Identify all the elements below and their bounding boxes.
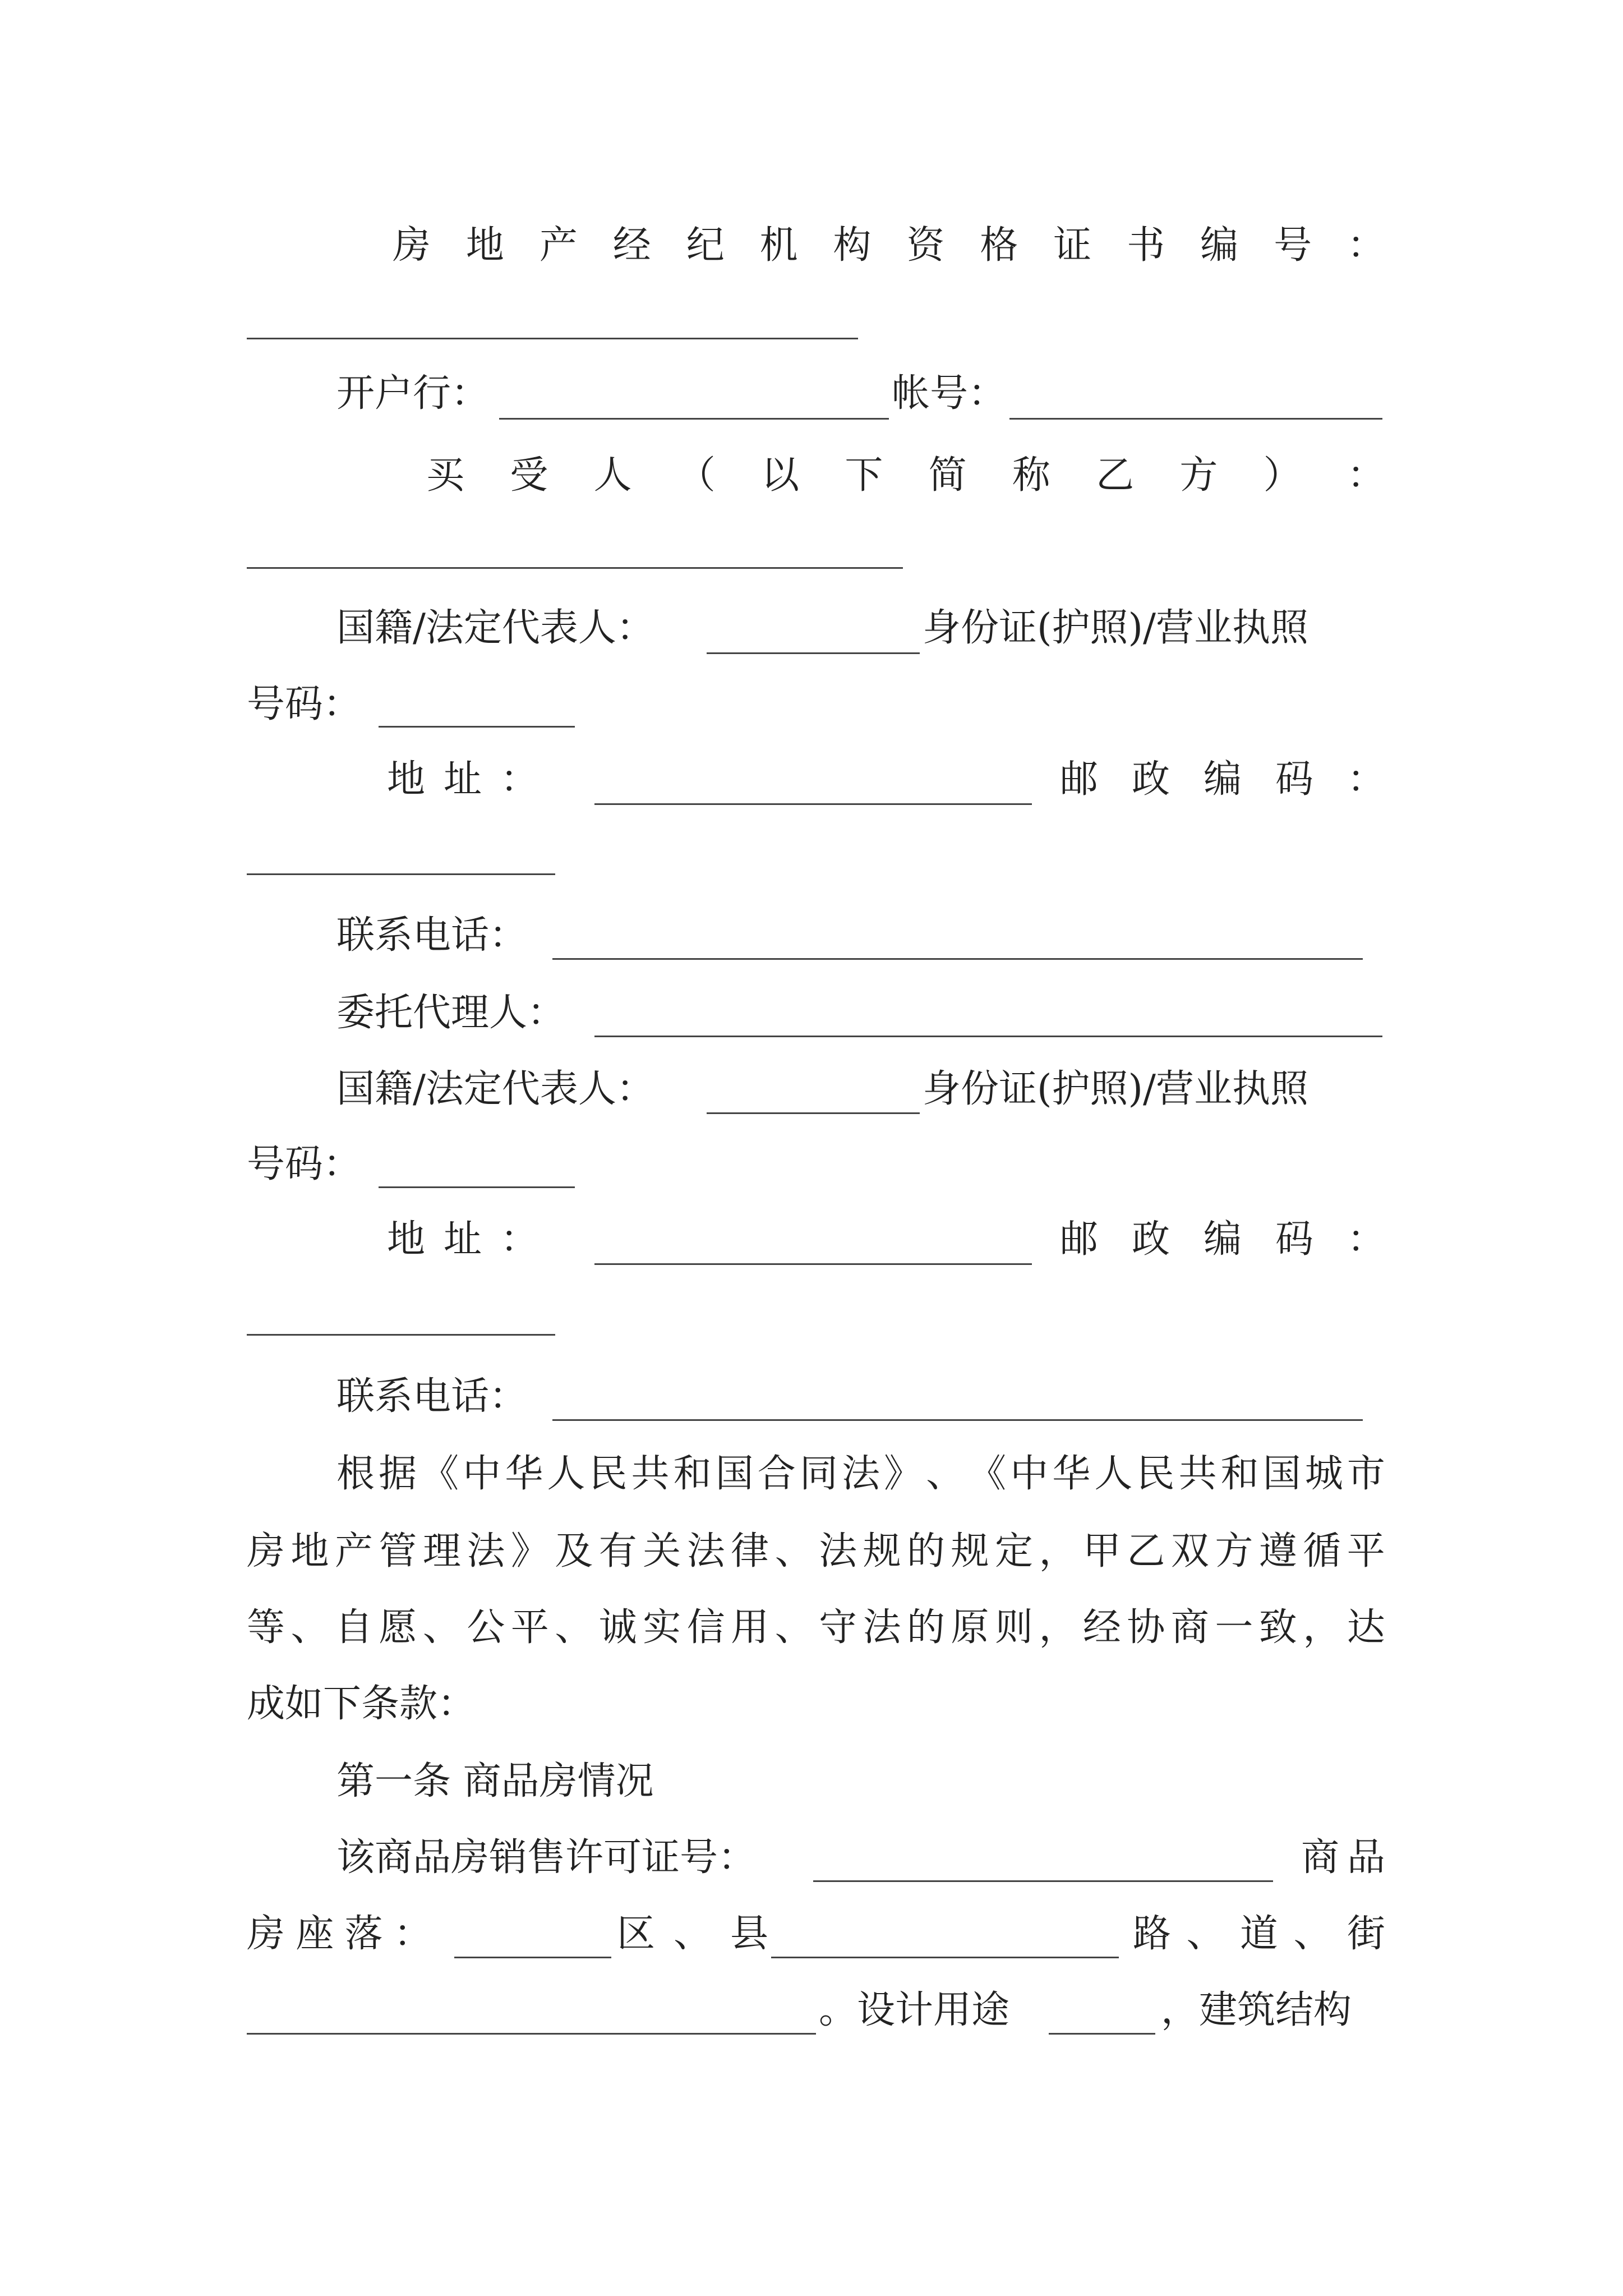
article-1-title: 第一条 商品房情况 xyxy=(336,1759,654,1803)
buyer-label: 买 受 人 （ 以 下 简 称 乙 方 ） ： xyxy=(426,453,1385,498)
buyer-postcode-label: 邮 政 编 码 ： xyxy=(1060,757,1385,802)
agent-address-label: 地 址 ： xyxy=(387,1217,538,1262)
paragraph-line-2 xyxy=(0,1518,1623,1585)
buyer-id-number-label: 号码： xyxy=(247,682,362,726)
agent-nationality-blank[interactable] xyxy=(707,1112,920,1114)
buyer-id-number-line xyxy=(0,671,1623,738)
buyer-id-label: 身份证(护照)/营业执照 xyxy=(923,606,1308,650)
buyer-address-blank[interactable] xyxy=(594,803,1032,805)
agent-postcode-label: 邮 政 编 码 ： xyxy=(1060,1217,1385,1262)
buyer-nationality-blank[interactable] xyxy=(707,652,920,654)
structure-label: ，建筑结构 xyxy=(1161,1988,1352,2032)
district-blank[interactable] xyxy=(454,1957,611,1958)
road-label: 路 、 道 、 街 xyxy=(1133,1912,1385,1956)
buyer-id-number-blank[interactable] xyxy=(379,726,575,728)
buyer-nationality-line xyxy=(0,595,1623,662)
sales-permit-label: 该商品房销售许可证号： xyxy=(336,1835,757,1880)
agent-id-number-blank[interactable] xyxy=(379,1186,575,1188)
sales-permit-blank[interactable] xyxy=(813,1880,1273,1882)
paragraph-text-3: 等 、 自 愿 、 公 平 、 诚 实 信 用 、 守 法 的 原 则 ， 经 协 商 一 致 ， 达 xyxy=(247,1605,1385,1650)
buyer-phone-blank[interactable] xyxy=(552,958,1363,960)
design-use-label: 。设计用途 xyxy=(819,1988,1010,2032)
bank-label: 开户行： xyxy=(336,371,490,416)
agent-postcode-blank[interactable] xyxy=(247,1334,555,1336)
buyer-postcode-blank[interactable] xyxy=(247,873,555,875)
buyer-address-label: 地 址 ： xyxy=(387,757,538,802)
agent-blank[interactable] xyxy=(594,1036,1382,1037)
bank-blank[interactable] xyxy=(499,418,889,420)
paragraph-line-4 xyxy=(0,1671,1623,1738)
buyer-phone-label: 联系电话： xyxy=(336,913,528,958)
account-label: 帐号： xyxy=(892,371,1007,416)
paragraph-line-1 xyxy=(0,1441,1623,1508)
broker-cert-number-line xyxy=(0,212,1623,279)
article-1-heading xyxy=(0,1748,1623,1815)
agent-id-number-label: 号码： xyxy=(247,1142,362,1186)
buyer-nationality-label: 国籍/法定代表人： xyxy=(336,606,654,650)
buyer-line xyxy=(0,442,1623,509)
commodity-label: 商 品 xyxy=(1301,1835,1385,1880)
account-blank[interactable] xyxy=(1009,418,1382,420)
agent-id-number-line xyxy=(0,1131,1623,1198)
sales-permit-line xyxy=(0,1824,1623,1892)
agent-nationality-label: 国籍/法定代表人： xyxy=(336,1067,654,1111)
agent-address-blank[interactable] xyxy=(594,1263,1032,1265)
agent-id-label: 身份证(护照)/营业执照 xyxy=(923,1067,1308,1111)
design-use-line xyxy=(0,1977,1623,2044)
paragraph-text-2: 房 地 产 管 理 法 》 及 有 关 法 律 、 法 规 的 规 定 ， 甲 乙 双 方 遵 循 平 xyxy=(247,1529,1385,1573)
agent-label: 委托代理人： xyxy=(336,991,566,1035)
road-blank[interactable] xyxy=(771,1957,1119,1958)
agent-phone-label: 联系电话： xyxy=(336,1374,528,1419)
paragraph-line-3 xyxy=(0,1594,1623,1662)
buyer-blank[interactable] xyxy=(247,567,903,569)
design-use-blank[interactable] xyxy=(1049,2033,1155,2035)
paragraph-text-1: 根 据 《 中 华 人 民 共 和 国 合 同 法 》 、 《 中 华 人 民 共 和 国 城 市 xyxy=(336,1452,1385,1496)
district-label: 区 、 县 xyxy=(617,1912,768,1956)
location-label: 房 座 落 ： xyxy=(247,1912,432,1956)
broker-cert-number-blank[interactable] xyxy=(247,338,858,339)
bank-account-line xyxy=(0,360,1623,427)
paragraph-text-4: 成如下条款： xyxy=(247,1682,476,1726)
broker-cert-number-label: 房 地 产 经 纪 机 构 资 格 证 书 编 号 ： xyxy=(393,223,1385,268)
agent-phone-blank[interactable] xyxy=(552,1419,1363,1421)
